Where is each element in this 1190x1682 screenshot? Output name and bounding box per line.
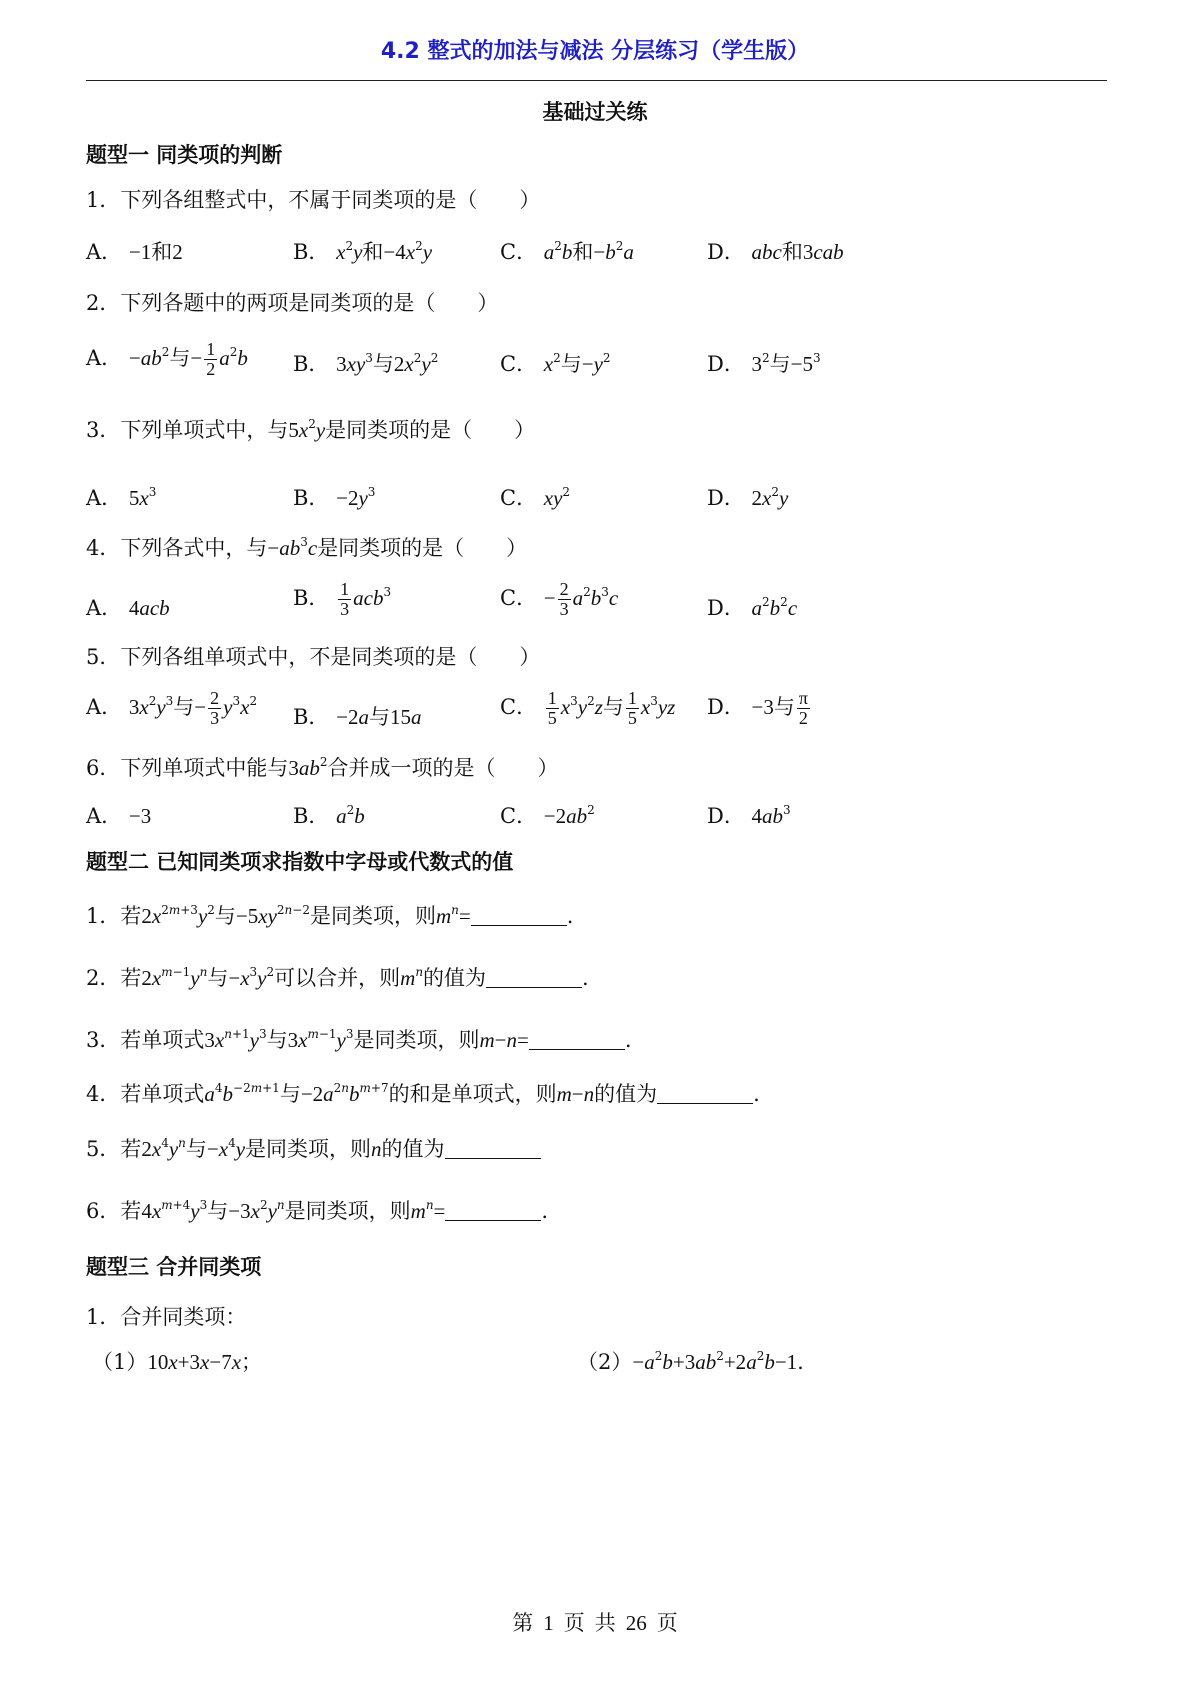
s1-q1-option-c: C． $a^2b$和$-b^2a$ xyxy=(500,239,634,264)
s1-question-3: 3．下列单项式中，与$5x^2y$是同类项的是（ ） xyxy=(86,417,536,442)
s1-q1-option-d: D． abc和3cab xyxy=(707,240,844,264)
s2-question-1: 1．若$2x^{2m+3}y^2$与$-5xy^{2n-2}$是同类项，则$m^n=$ . xyxy=(86,903,574,928)
s1-q5-option-b: B． −2a与15a xyxy=(293,705,422,729)
level-heading: 基础过关练 xyxy=(542,100,648,124)
s1-q5-option-a: A． $3x^2y^3$与− $\frac{2}{3}$ $y^3x^2$ xyxy=(86,688,258,728)
s1-q4-option-b: B． $\frac{1}{3}$ acb$^3$ xyxy=(293,579,392,619)
s2-question-4: 4．若单项式$a^4b^{-2m+1}$与$-2a^{2n}b^{m+7}$的和是单项式，则m−n的值为 . xyxy=(86,1081,760,1106)
s1-q2-option-b: B． $3xy^3$与$2x^2y^2$ xyxy=(293,351,439,376)
s3-q1-part-2: $(2)-a^2b+3ab^2+2a^2b-1$. xyxy=(577,1349,804,1374)
page-footer: 第 1 页 共 26 页 xyxy=(512,1611,678,1635)
header-rule xyxy=(86,80,1107,81)
s1-q1-option-a: A． −1和2 xyxy=(86,240,183,264)
s1-q6-option-b: B． $a^2b$ xyxy=(293,803,365,828)
s1-q2-option-c: C． $x^2$与$-y^2$ xyxy=(500,351,611,376)
answer-blank[interactable] xyxy=(657,1085,753,1104)
s1-question-1: 1．下列各组整式中，不属于同类项的是（ ） xyxy=(86,188,541,212)
s1-q4-option-a: A． 4acb xyxy=(86,596,170,620)
document-title: 4.2 整式的加法与减法 分层练习（学生版） xyxy=(380,39,810,64)
s2-question-2: 2．若$2x^{m-1}y^n$与$-x^3y^2$可以合并，则$m^n$的值为 . xyxy=(86,965,589,990)
s1-question-4: 4．下列各式中，与$-ab^3c$是同类项的是（ ） xyxy=(86,535,528,560)
s1-q5-option-d: D． −3与 $\frac{\pi}{2}$ xyxy=(707,688,808,728)
section-heading-1: 题型一 同类项的判断 xyxy=(86,143,283,167)
section-heading-2: 题型二 已知同类项求指数中字母或代数式的值 xyxy=(86,850,514,874)
s1-q2-option-a: A． $-ab^2$与− $\frac{1}{2}$ $a^2b$ xyxy=(86,339,248,379)
s1-question-2: 2．下列各题中的两项是同类项的是（ ） xyxy=(86,291,499,315)
answer-blank[interactable] xyxy=(471,907,567,926)
s1-q6-option-c: C． $-2ab^2$ xyxy=(500,803,595,828)
s1-q3-option-d: D． $2x^2y$ xyxy=(707,485,789,510)
s1-q4-option-c: C． − $\frac{2}{3}$ $a^2b^3c$ xyxy=(500,579,619,619)
s1-q3-option-b: B． $-2y^3$ xyxy=(293,485,376,510)
total-pages: 26 xyxy=(625,1611,647,1635)
s1-q2-option-d: D． $3^2$与$-5^3$ xyxy=(707,351,821,376)
answer-blank[interactable] xyxy=(445,1202,541,1221)
s1-q3-option-a: A． $5x^3$ xyxy=(86,485,157,510)
s1-question-5: 5．下列各组单项式中，不是同类项的是（ ） xyxy=(86,645,541,669)
answer-blank[interactable] xyxy=(486,969,582,988)
s1-q5-option-c: C． $\frac{1}{5}$ $x^3y^2z$与 $\frac{1}{5}$ $x^3yz$ xyxy=(500,688,676,728)
s2-question-6: 6．若$4x^{m+4}y^3$与$-3x^2y^n$是同类项，则$m^n=$ . xyxy=(86,1198,549,1223)
s2-question-5: 5．若$2x^4y^n$与$-x^4y$是同类项，则n的值为 xyxy=(86,1133,541,1163)
s1-q1-option-b: B． $x^2y$和$-4x^2y$ xyxy=(293,239,433,264)
page-number: 1 xyxy=(543,1611,554,1635)
section-heading-3: 题型三 合并同类项 xyxy=(86,1255,262,1279)
s1-q4-option-d: D． $a^2b^2c$ xyxy=(707,595,798,620)
answer-blank[interactable] xyxy=(445,1140,541,1159)
answer-blank[interactable] xyxy=(529,1031,625,1050)
s3-question-1: 1．合并同类项： xyxy=(86,1305,247,1329)
s2-question-3: 3．若单项式$3x^{n+1}y^3$与$3x^{m-1}y^3$是同类项，则m−n= . xyxy=(86,1027,632,1052)
s1-q6-option-d: D． $4ab^3$ xyxy=(707,803,791,828)
s1-q3-option-c: C． $xy^2$ xyxy=(500,485,571,510)
s1-q6-option-a: A． −3 xyxy=(86,804,152,828)
s1-question-6: 6．下列单项式中能与$3ab^2$合并成一项的是（ ） xyxy=(86,755,559,780)
s3-q1-part-1: （1）10x+3x−7x； xyxy=(92,1350,263,1374)
